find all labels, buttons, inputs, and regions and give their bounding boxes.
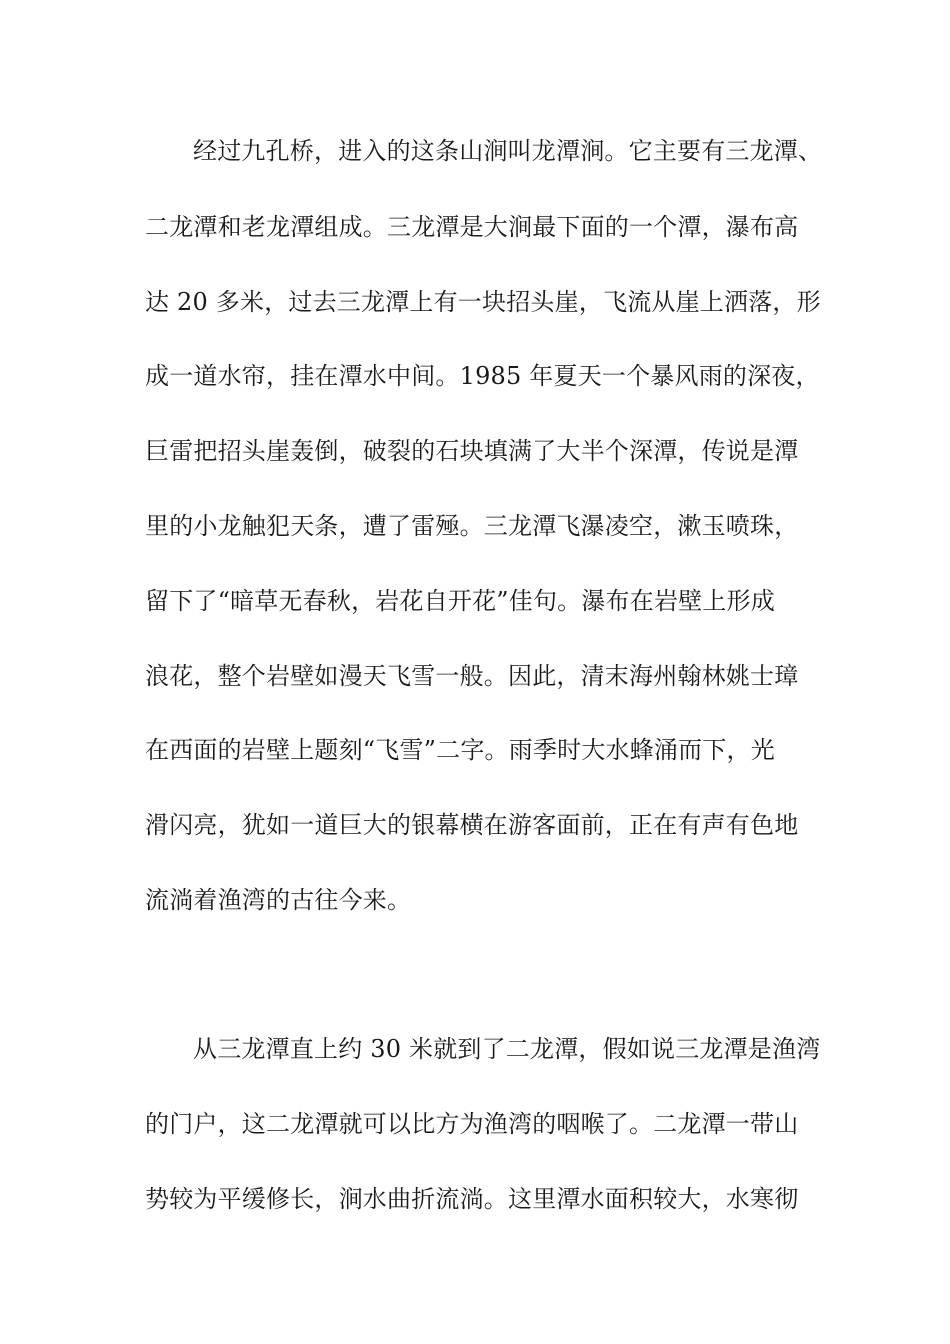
paragraph-1-line-8: 浪花，整个岩壁如漫天飞雪一般。因此，清末海州翰林姚士璋 xyxy=(145,662,799,690)
paragraph-1-line-9: 在西面的岩壁上题刻“飞雪”二字。雨季时大水蜂涌而下，光 xyxy=(145,736,775,764)
paragraph-1-line-7: 留下了“暗草无春秋，岩花自开花”佳句。瀑布在岩壁上形成 xyxy=(145,587,775,615)
paragraph-1-line-4: 成一道水帘，挂在潭水中间。1985 年夏天一个暴风雨的深夜， xyxy=(145,362,820,390)
paragraph-1-line-2: 二龙潭和老龙潭组成。三龙潭是大涧最下面的一个潭，瀑布高 xyxy=(145,213,799,241)
paragraph-2-line-3: 势较为平缓修长，涧水曲折流淌。这里潭水面积较大，水寒彻 xyxy=(145,1185,799,1213)
paragraph-2-line-2: 的门户，这二龙潭就可以比方为渔湾的咽喉了。二龙潭一带山 xyxy=(145,1110,799,1138)
paragraph-1-line-10: 滑闪亮，犹如一道巨大的银幕横在游客面前，正在有声有色地 xyxy=(145,811,799,839)
paragraph-1-line-5: 巨雷把招头崖轰倒，破裂的石块填满了大半个深潭，传说是潭 xyxy=(145,437,799,465)
paragraph-1-line-11: 流淌着渔湾的古往今来。 xyxy=(145,886,412,914)
paragraph-1-line-1: 经过九孔桥，进入的这条山涧叫龙潭涧。它主要有三龙潭、 xyxy=(193,137,823,165)
paragraph-1-line-3: 达 20 多米，过去三龙潭上有一块招头崖，飞流从崖上洒落，形 xyxy=(145,288,821,316)
paragraph-1-line-6: 里的小龙触犯天条，遭了雷殛。三龙潭飞瀑凌空，漱玉喷珠， xyxy=(145,512,799,540)
paragraph-2-line-1: 从三龙潭直上约 30 米就到了二龙潭，假如说三龙潭是渔湾 xyxy=(193,1035,821,1063)
